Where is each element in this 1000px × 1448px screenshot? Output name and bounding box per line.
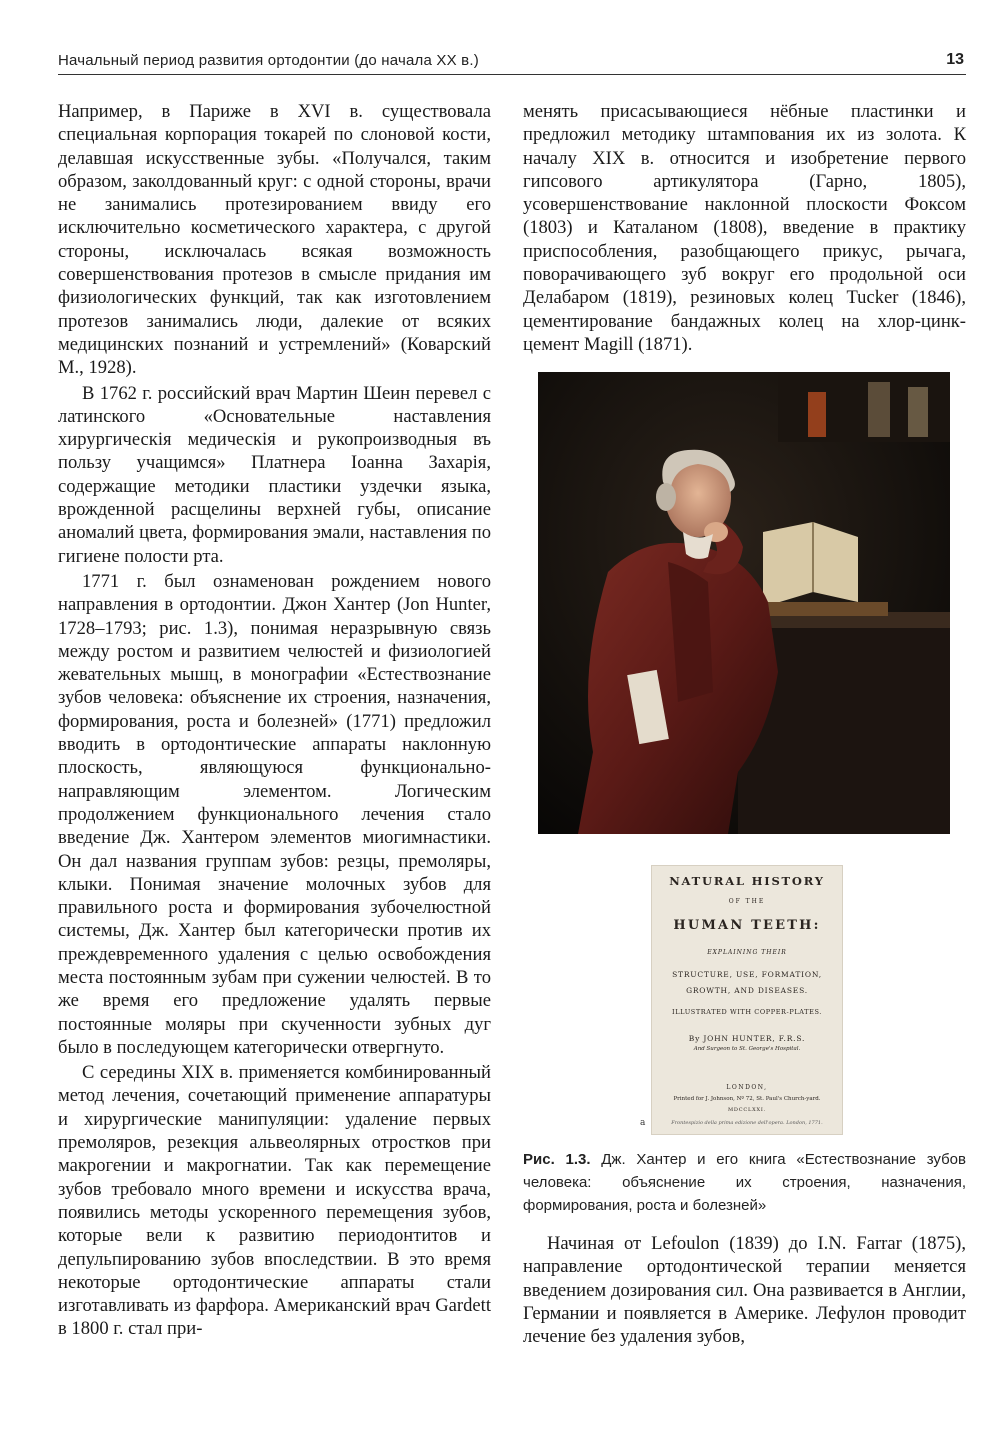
book-author: By JOHN HUNTER, F.R.S. [688, 1034, 806, 1043]
running-header [58, 50, 966, 75]
page-number: 13 [946, 51, 964, 68]
book-title-line: HUMAN TEETH: [673, 918, 821, 933]
hunter-portrait [538, 372, 950, 834]
book-corner-letter: a [640, 1118, 646, 1128]
paragraph-hunter: 1771 г. был ознаменован рождением нового направления в ортодонтии. Джон Хантер (Jon Hunter, 1728–1793; рис. 1.3), понимая неразрывную связь между ростом и развитием челюстей и физиологией жевательных мышц, в монографии «Естествознание зубов человека: объяснение их строения, назначения, формирования, роста и болезней» (1771) предложил вводить в ортодонтические аппараты наклонную плоскость, являющуюся функционально-направляющим элементом. Логическим продолжением функционального лечения стало введение Дж. Хантером элементов миогимнастики. Он дал названия группам зубов: резцы, премоляры, клыки. Понимая значение молочных зубов для правильного роста и формирования зубочелюстной системы, Дж. Хантер был категорически против их преждевременного удаления с целью освобождения места постоянным зубам при сужении челюстей. В то же время его предложение удалять первые постоянные моляры при скученности зубных дуг было в последующем категорически отвергнуто. [58, 570, 491, 1058]
book-title-line: STRUCTURE, USE, FORMATION, [672, 970, 822, 979]
book-year: MDCCLXXI. [728, 1107, 766, 1113]
book-title-line: ILLUSTRATED WITH COPPER-PLATES. [672, 1008, 822, 1016]
right-column-top [523, 100, 966, 356]
hunter-portrait-drawing [538, 372, 950, 834]
book-frontispiece-note: Frontespizio della prima edizione dell'opera. London, 1771. [671, 1120, 823, 1126]
figure-label: Рис. 1.3. [523, 1151, 591, 1168]
book-author-title: And Surgeon to St. George's Hospital. [693, 1046, 801, 1052]
left-column [58, 100, 491, 1341]
paragraph-lefoulon: Начиная от Lefoulon (1839) до I.N. Farrar (1875), направление ортодонтической терапии меняется введением дозирования сил. Она развивается в Англии, Германии и появляется в Америке. Лефулон проводит лечение без удаления зубов, [523, 1233, 966, 1348]
paragraph-xix-century: С середины XIX в. применяется комбинированный метод лечения, сочетающий применение аппаратуры и хирургические манипуляции: удаление первых премоляров, резекция альвеолярных отростков при макрогении и макрогнатии. Так как перемещение зубов требовало много времени и искусства врача, появились методы ускоренного перемещения зубов, которые вели к развитию периодонтитов и депульпированию зубов впоследствии. В это время некоторые ортодонтические аппараты стали изготавливать из фарфора. Американский врач Gardett в 1800 г. стал при- [58, 1062, 491, 1340]
book-title-line: EXPLAINING THEIR [707, 949, 787, 956]
paragraph-continuation: менять присасывающиеся нёбные пластинки и предложил методику штампования их из золота. К началу XIX в. относится и изобретение первого гипсового артикулятора (Гарно, 1805), усовершенствование наклонной плоскости Фоксом (1803) и Каталаном (1808), введение в практику приспособления, разобщающего прикус, рычага, поворачивающего зуб вокруг его продольной оси Делабаром (1819), резиновых колец Tucker (1846), цементирование бандажных колец на хлор-цинк-цемент Magill (1871). [523, 101, 966, 355]
book-title-line: OF THE [728, 898, 766, 905]
book-title-page [640, 865, 843, 1135]
figurine [808, 392, 826, 437]
paragraph-shein: В 1762 г. российский врач Мартин Шеин перевел с латинского «Основательные наставления хирургическія медическія и рукопроизводныя въ пользу учащимся» Платнера Іоанна Захарія, содержащие методики пластики уздечки языка, врожденной расщелины верхней губы, описание аномалий цвета, формирования эмали, наставления по гигиене полости рта. [58, 382, 491, 567]
paragraph-paris: Например, в Париже в XVI в. существовала специальная корпорация токарей по слоновой кости, делавшая искусственные зубы. «Получался, таким образом, заколдованный круг: с одной стороны, врачи не занимались протезированием ввиду его исключительно косметического характера, с другой стороны, исключалась всякая возможность совершенствования протезов в смысле придания им физиологических функций, так как изготовлением протезов занимались люди, далекие от всяких медицинских познаний и устремлений» (Коварский М., 1928). [58, 101, 491, 379]
book-title-line: NATURAL HISTORY [669, 874, 825, 888]
running-header-title: Начальный период развития ортодонтии (до начала XX в.) [58, 52, 479, 69]
figurine [908, 387, 928, 437]
figure-caption-text: Дж. Хантер и его книга «Естествознание зубов человека: объяснение их строения, назначения, формирования, роста и болезней» [523, 1151, 966, 1214]
right-column-bottom [523, 1232, 966, 1348]
book-printer: Printed for J. Johnson, Nº 72, St. Paul's Church-yard. [673, 1096, 821, 1102]
figure-caption [523, 1148, 966, 1217]
book-place: LONDON, [726, 1084, 768, 1091]
figurine [868, 382, 890, 437]
book-title-line: GROWTH, AND DISEASES. [686, 986, 808, 995]
